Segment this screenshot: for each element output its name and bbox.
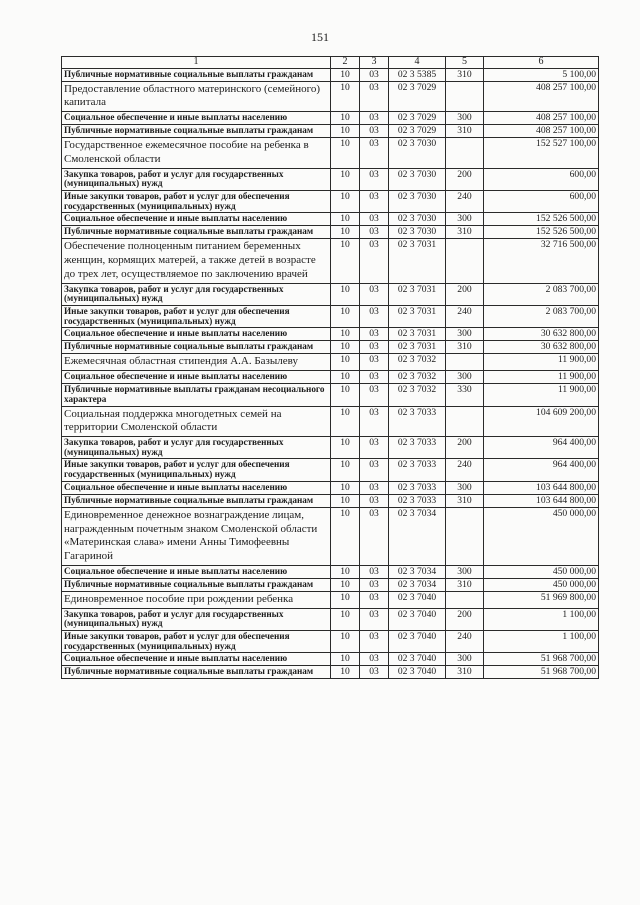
row-expense-type-cell: 300 xyxy=(446,328,484,341)
row-name-cell: Закупка товаров, работ и услуг для государственных (муниципальных) нужд xyxy=(62,608,331,630)
row-expense-type-cell: 240 xyxy=(446,459,484,481)
table-row xyxy=(62,406,599,437)
table-row xyxy=(62,371,599,384)
row-section-cell: 10 xyxy=(331,666,360,679)
row-target-article-cell: 02 3 7030 xyxy=(389,168,446,190)
row-target-article-cell: 02 3 7032 xyxy=(389,354,446,371)
row-section-cell: 10 xyxy=(331,481,360,494)
table-row xyxy=(62,168,599,190)
row-name-cell: Единовременное пособие при рождении ребенка xyxy=(62,591,331,608)
row-amount-cell: 1 100,00 xyxy=(484,608,599,630)
row-amount-cell: 408 257 100,00 xyxy=(484,125,599,138)
row-amount-cell: 11 900,00 xyxy=(484,371,599,384)
row-target-article-cell: 02 3 7030 xyxy=(389,213,446,226)
row-subsection-cell: 03 xyxy=(360,81,389,112)
row-amount-cell: 408 257 100,00 xyxy=(484,112,599,125)
row-amount-cell: 152 526 500,00 xyxy=(484,226,599,239)
row-expense-type-cell xyxy=(446,138,484,169)
row-amount-cell: 30 632 800,00 xyxy=(484,341,599,354)
table-header-row xyxy=(62,57,599,69)
row-section-cell: 10 xyxy=(331,213,360,226)
row-name-cell: Социальное обеспечение и иные выплаты населению xyxy=(62,565,331,578)
row-target-article-cell: 02 3 7033 xyxy=(389,406,446,437)
table-row xyxy=(62,565,599,578)
row-target-article-cell: 02 3 7040 xyxy=(389,666,446,679)
table-row xyxy=(62,591,599,608)
row-amount-cell: 964 400,00 xyxy=(484,459,599,481)
table-row xyxy=(62,125,599,138)
row-name-cell: Государственное ежемесячное пособие на ребенка в Смоленской области xyxy=(62,138,331,169)
table-row xyxy=(62,328,599,341)
row-amount-cell: 600,00 xyxy=(484,191,599,213)
row-subsection-cell: 03 xyxy=(360,631,389,653)
row-section-cell: 10 xyxy=(331,608,360,630)
header-cell-amount: 6 xyxy=(484,57,599,69)
row-target-article-cell: 02 3 7033 xyxy=(389,481,446,494)
row-expense-type-cell: 310 xyxy=(446,125,484,138)
row-subsection-cell: 03 xyxy=(360,507,389,565)
row-expense-type-cell: 300 xyxy=(446,213,484,226)
row-expense-type-cell xyxy=(446,591,484,608)
row-subsection-cell: 03 xyxy=(360,666,389,679)
row-subsection-cell: 03 xyxy=(360,437,389,459)
row-name-cell: Публичные нормативные социальные выплаты гражданам xyxy=(62,494,331,507)
row-target-article-cell: 02 3 7030 xyxy=(389,226,446,239)
row-subsection-cell: 03 xyxy=(360,328,389,341)
row-target-article-cell: 02 3 7040 xyxy=(389,591,446,608)
row-section-cell: 10 xyxy=(331,371,360,384)
row-section-cell: 10 xyxy=(331,578,360,591)
row-expense-type-cell: 310 xyxy=(446,666,484,679)
row-target-article-cell: 02 3 7031 xyxy=(389,328,446,341)
page-number: 151 xyxy=(311,30,329,44)
row-subsection-cell: 03 xyxy=(360,494,389,507)
row-subsection-cell: 03 xyxy=(360,653,389,666)
row-amount-cell: 11 900,00 xyxy=(484,354,599,371)
row-section-cell: 10 xyxy=(331,507,360,565)
row-section-cell: 10 xyxy=(331,354,360,371)
header-cell-target-article: 4 xyxy=(389,57,446,69)
row-expense-type-cell: 200 xyxy=(446,168,484,190)
row-target-article-cell: 02 3 7040 xyxy=(389,631,446,653)
row-amount-cell: 450 000,00 xyxy=(484,507,599,565)
table-row xyxy=(62,239,599,283)
row-section-cell: 10 xyxy=(331,168,360,190)
row-name-cell: Закупка товаров, работ и услуг для государственных (муниципальных) нужд xyxy=(62,437,331,459)
row-amount-cell: 2 083 700,00 xyxy=(484,306,599,328)
row-name-cell: Социальное обеспечение и иные выплаты населению xyxy=(62,328,331,341)
row-target-article-cell: 02 3 7034 xyxy=(389,507,446,565)
row-subsection-cell: 03 xyxy=(360,481,389,494)
row-expense-type-cell: 300 xyxy=(446,112,484,125)
row-subsection-cell: 03 xyxy=(360,591,389,608)
row-subsection-cell: 03 xyxy=(360,578,389,591)
row-amount-cell: 152 527 100,00 xyxy=(484,138,599,169)
table-row xyxy=(62,112,599,125)
row-expense-type-cell xyxy=(446,81,484,112)
row-name-cell: Публичные нормативные социальные выплаты гражданам xyxy=(62,341,331,354)
row-name-cell: Публичные нормативные выплаты гражданам несоциального характера xyxy=(62,384,331,406)
row-name-cell: Единовременное денежное вознаграждение лицам, награжденным почетным знаком Смоленской области «Материнская слава» имени Анны Тимофеевны Гагариной xyxy=(62,507,331,565)
row-subsection-cell: 03 xyxy=(360,168,389,190)
table-row xyxy=(62,354,599,371)
row-name-cell: Социальное обеспечение и иные выплаты населению xyxy=(62,481,331,494)
row-subsection-cell: 03 xyxy=(360,565,389,578)
row-expense-type-cell: 240 xyxy=(446,306,484,328)
row-amount-cell: 600,00 xyxy=(484,168,599,190)
row-amount-cell: 2 083 700,00 xyxy=(484,283,599,305)
table-row xyxy=(62,138,599,169)
row-section-cell: 10 xyxy=(331,68,360,81)
row-expense-type-cell: 200 xyxy=(446,608,484,630)
row-expense-type-cell: 200 xyxy=(446,283,484,305)
row-target-article-cell: 02 3 5385 xyxy=(389,68,446,81)
row-section-cell: 10 xyxy=(331,631,360,653)
row-subsection-cell: 03 xyxy=(360,239,389,283)
row-name-cell: Иные закупки товаров, работ и услуг для обеспечения государственных (муниципальных) нужд xyxy=(62,191,331,213)
row-target-article-cell: 02 3 7034 xyxy=(389,578,446,591)
row-subsection-cell: 03 xyxy=(360,226,389,239)
row-amount-cell: 30 632 800,00 xyxy=(484,328,599,341)
table-row xyxy=(62,226,599,239)
row-section-cell: 10 xyxy=(331,283,360,305)
row-name-cell: Закупка товаров, работ и услуг для государственных (муниципальных) нужд xyxy=(62,283,331,305)
row-amount-cell: 51 968 700,00 xyxy=(484,666,599,679)
row-name-cell: Социальное обеспечение и иные выплаты населению xyxy=(62,112,331,125)
row-expense-type-cell: 200 xyxy=(446,437,484,459)
row-amount-cell: 5 100,00 xyxy=(484,68,599,81)
row-target-article-cell: 02 3 7032 xyxy=(389,384,446,406)
row-subsection-cell: 03 xyxy=(360,138,389,169)
row-amount-cell: 104 609 200,00 xyxy=(484,406,599,437)
row-name-cell: Публичные нормативные социальные выплаты гражданам xyxy=(62,578,331,591)
row-subsection-cell: 03 xyxy=(360,354,389,371)
row-section-cell: 10 xyxy=(331,306,360,328)
table-row xyxy=(62,341,599,354)
header-cell-section: 2 xyxy=(331,57,360,69)
row-section-cell: 10 xyxy=(331,653,360,666)
table-row xyxy=(62,283,599,305)
row-subsection-cell: 03 xyxy=(360,384,389,406)
row-target-article-cell: 02 3 7040 xyxy=(389,653,446,666)
table-row xyxy=(62,191,599,213)
row-name-cell: Социальное обеспечение и иные выплаты населению xyxy=(62,653,331,666)
budget-table xyxy=(61,56,599,679)
row-target-article-cell: 02 3 7029 xyxy=(389,125,446,138)
table-row xyxy=(62,507,599,565)
row-section-cell: 10 xyxy=(331,226,360,239)
row-name-cell: Предоставление областного материнского (семейного) капитала xyxy=(62,81,331,112)
row-name-cell: Обеспечение полноценным питанием беременных женщин, кормящих матерей, а также детей в возрасте до трех лет, осуществляемое по заключению врачей xyxy=(62,239,331,283)
row-subsection-cell: 03 xyxy=(360,213,389,226)
table-row xyxy=(62,481,599,494)
row-section-cell: 10 xyxy=(331,406,360,437)
table-row xyxy=(62,306,599,328)
row-amount-cell: 450 000,00 xyxy=(484,578,599,591)
row-amount-cell: 51 969 800,00 xyxy=(484,591,599,608)
row-amount-cell: 32 716 500,00 xyxy=(484,239,599,283)
row-section-cell: 10 xyxy=(331,384,360,406)
row-expense-type-cell xyxy=(446,354,484,371)
row-section-cell: 10 xyxy=(331,191,360,213)
row-target-article-cell: 02 3 7031 xyxy=(389,239,446,283)
row-section-cell: 10 xyxy=(331,81,360,112)
row-subsection-cell: 03 xyxy=(360,191,389,213)
table-row xyxy=(62,437,599,459)
row-section-cell: 10 xyxy=(331,125,360,138)
row-expense-type-cell: 300 xyxy=(446,653,484,666)
row-subsection-cell: 03 xyxy=(360,112,389,125)
table-row xyxy=(62,81,599,112)
row-target-article-cell: 02 3 7033 xyxy=(389,437,446,459)
row-amount-cell: 11 900,00 xyxy=(484,384,599,406)
row-target-article-cell: 02 3 7040 xyxy=(389,608,446,630)
table-row xyxy=(62,578,599,591)
row-expense-type-cell: 300 xyxy=(446,481,484,494)
table-row xyxy=(62,459,599,481)
table-row xyxy=(62,494,599,507)
row-subsection-cell: 03 xyxy=(360,341,389,354)
header-cell-subsection: 3 xyxy=(360,57,389,69)
row-section-cell: 10 xyxy=(331,112,360,125)
row-name-cell: Публичные нормативные социальные выплаты гражданам xyxy=(62,68,331,81)
row-name-cell: Публичные нормативные социальные выплаты гражданам xyxy=(62,226,331,239)
row-section-cell: 10 xyxy=(331,437,360,459)
row-amount-cell: 408 257 100,00 xyxy=(484,81,599,112)
row-target-article-cell: 02 3 7033 xyxy=(389,494,446,507)
row-name-cell: Публичные нормативные социальные выплаты гражданам xyxy=(62,125,331,138)
row-section-cell: 10 xyxy=(331,459,360,481)
row-expense-type-cell: 300 xyxy=(446,565,484,578)
row-expense-type-cell: 240 xyxy=(446,191,484,213)
table-row xyxy=(62,213,599,226)
row-target-article-cell: 02 3 7032 xyxy=(389,371,446,384)
row-section-cell: 10 xyxy=(331,494,360,507)
row-expense-type-cell: 310 xyxy=(446,68,484,81)
row-name-cell: Социальное обеспечение и иные выплаты населению xyxy=(62,371,331,384)
row-name-cell: Закупка товаров, работ и услуг для государственных (муниципальных) нужд xyxy=(62,168,331,190)
row-amount-cell: 51 968 700,00 xyxy=(484,653,599,666)
row-amount-cell: 450 000,00 xyxy=(484,565,599,578)
row-section-cell: 10 xyxy=(331,328,360,341)
row-name-cell: Ежемесячная областная стипендия А.А. Базылеву xyxy=(62,354,331,371)
row-name-cell: Иные закупки товаров, работ и услуг для обеспечения государственных (муниципальных) нужд xyxy=(62,306,331,328)
row-target-article-cell: 02 3 7031 xyxy=(389,306,446,328)
row-name-cell: Публичные нормативные социальные выплаты гражданам xyxy=(62,666,331,679)
row-expense-type-cell: 310 xyxy=(446,341,484,354)
row-amount-cell: 103 644 800,00 xyxy=(484,494,599,507)
row-section-cell: 10 xyxy=(331,565,360,578)
row-expense-type-cell xyxy=(446,507,484,565)
row-expense-type-cell: 310 xyxy=(446,494,484,507)
header-cell-expense-type: 5 xyxy=(446,57,484,69)
table-row xyxy=(62,608,599,630)
row-subsection-cell: 03 xyxy=(360,459,389,481)
row-subsection-cell: 03 xyxy=(360,68,389,81)
row-expense-type-cell xyxy=(446,239,484,283)
row-expense-type-cell: 310 xyxy=(446,578,484,591)
row-subsection-cell: 03 xyxy=(360,283,389,305)
row-target-article-cell: 02 3 7031 xyxy=(389,283,446,305)
row-name-cell: Социальная поддержка многодетных семей на территории Смоленской области xyxy=(62,406,331,437)
row-target-article-cell: 02 3 7034 xyxy=(389,565,446,578)
row-subsection-cell: 03 xyxy=(360,608,389,630)
table-row xyxy=(62,631,599,653)
row-expense-type-cell: 300 xyxy=(446,371,484,384)
row-section-cell: 10 xyxy=(331,138,360,169)
row-target-article-cell: 02 3 7033 xyxy=(389,459,446,481)
row-subsection-cell: 03 xyxy=(360,406,389,437)
row-amount-cell: 103 644 800,00 xyxy=(484,481,599,494)
row-target-article-cell: 02 3 7029 xyxy=(389,112,446,125)
row-target-article-cell: 02 3 7031 xyxy=(389,341,446,354)
row-expense-type-cell xyxy=(446,406,484,437)
table-row xyxy=(62,68,599,81)
row-section-cell: 10 xyxy=(331,341,360,354)
row-amount-cell: 152 526 500,00 xyxy=(484,213,599,226)
row-amount-cell: 1 100,00 xyxy=(484,631,599,653)
row-name-cell: Социальное обеспечение и иные выплаты населению xyxy=(62,213,331,226)
row-expense-type-cell: 330 xyxy=(446,384,484,406)
table-row xyxy=(62,653,599,666)
header-cell-name: 1 xyxy=(62,57,331,69)
table-row xyxy=(62,384,599,406)
row-subsection-cell: 03 xyxy=(360,306,389,328)
row-subsection-cell: 03 xyxy=(360,371,389,384)
row-section-cell: 10 xyxy=(331,239,360,283)
table-row xyxy=(62,666,599,679)
row-target-article-cell: 02 3 7030 xyxy=(389,138,446,169)
row-amount-cell: 964 400,00 xyxy=(484,437,599,459)
row-subsection-cell: 03 xyxy=(360,125,389,138)
row-name-cell: Иные закупки товаров, работ и услуг для обеспечения государственных (муниципальных) нужд xyxy=(62,459,331,481)
row-expense-type-cell: 240 xyxy=(446,631,484,653)
row-target-article-cell: 02 3 7029 xyxy=(389,81,446,112)
row-expense-type-cell: 310 xyxy=(446,226,484,239)
row-name-cell: Иные закупки товаров, работ и услуг для обеспечения государственных (муниципальных) нужд xyxy=(62,631,331,653)
row-section-cell: 10 xyxy=(331,591,360,608)
row-target-article-cell: 02 3 7030 xyxy=(389,191,446,213)
